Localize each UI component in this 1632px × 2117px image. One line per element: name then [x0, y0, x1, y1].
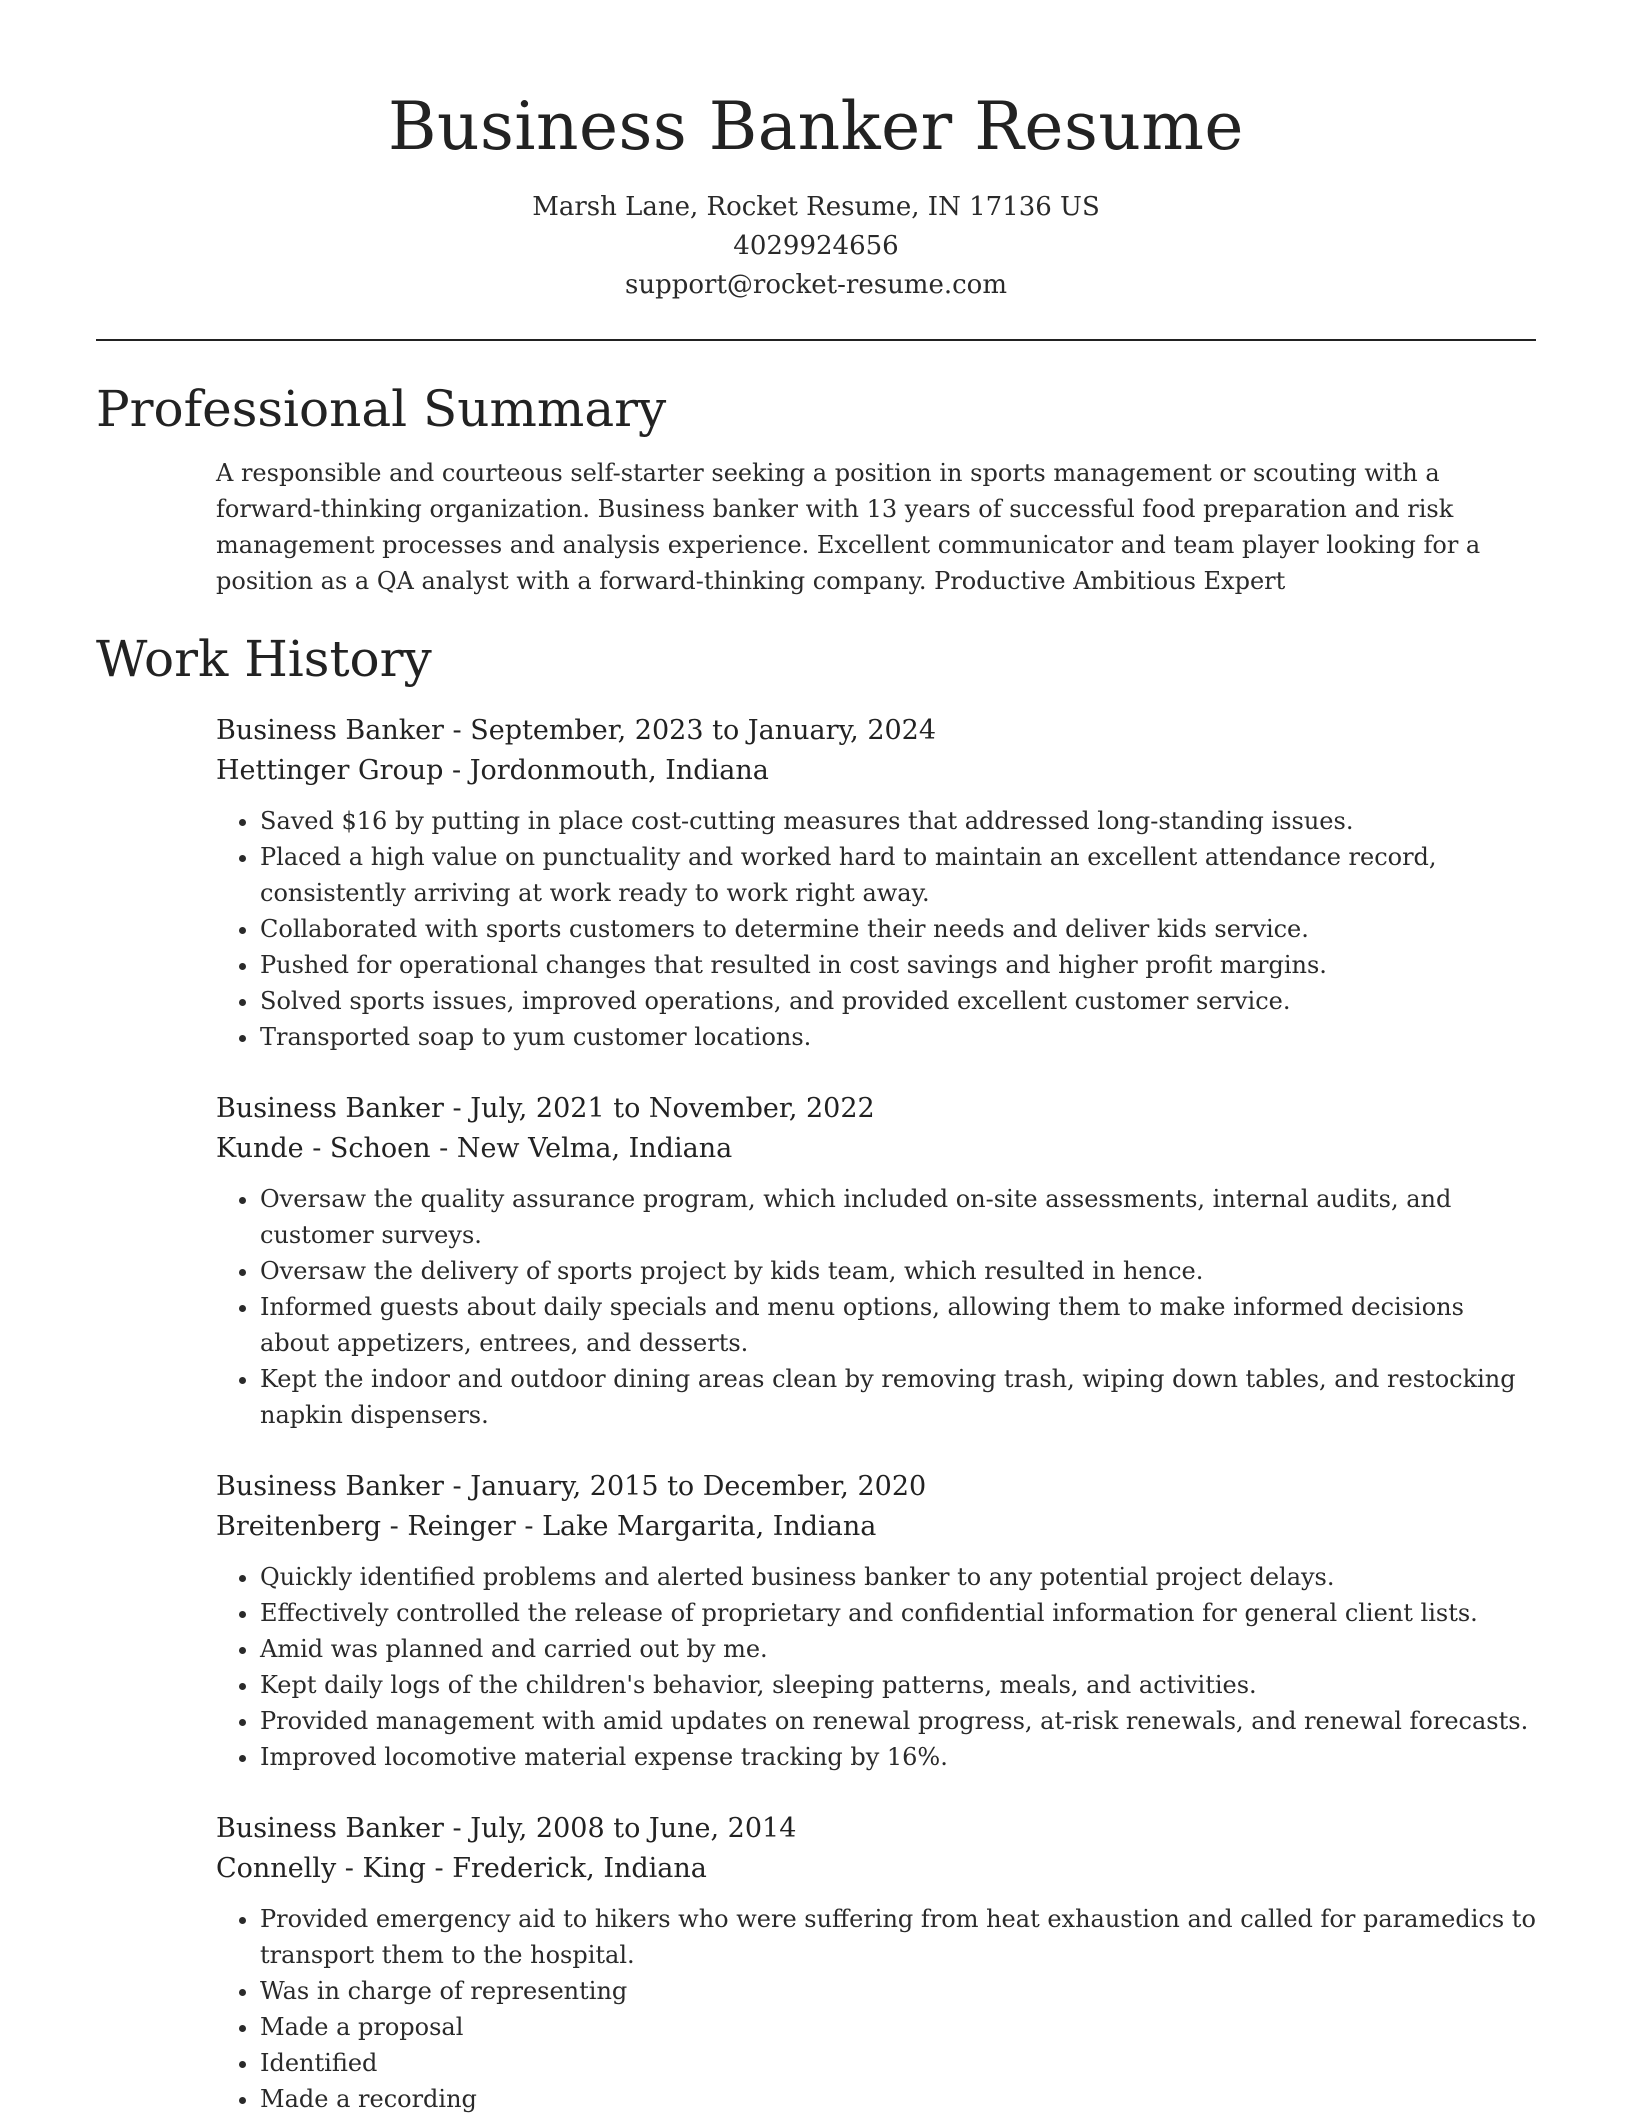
job-bullet: • Informed guests about daily specials and menu options, allowing them to make informed decisions about appetizers, entrees, and desserts. [260, 1289, 1536, 1361]
summary-heading: Professional Summary [96, 380, 667, 438]
job-bullet: • Quickly identified problems and alerted business banker to any potential project delays. [260, 1559, 1536, 1595]
job-bullet-list [216, 1559, 1536, 1775]
resume-page [96, 0, 1536, 2117]
job-entry [216, 1089, 1536, 1433]
header-divider [96, 339, 1536, 341]
contact-phone: 4029924656 [733, 231, 899, 261]
job-bullet: • Kept daily logs of the children's behavior, sleeping patterns, meals, and activities. [260, 1667, 1536, 1703]
job-bullet: • Placed a high value on punctuality and worked hard to maintain an excellent attendance record, consistently arriving at work ready to work right away. [260, 839, 1536, 911]
job-bullet: • Pushed for operational changes that resulted in cost savings and higher profit margins. [260, 947, 1536, 983]
job-entry [216, 1809, 1536, 2117]
job-title-line: Business Banker - July, 2008 to June, 2014 [216, 1813, 797, 1844]
job-bullet: • Solved sports issues, improved operations, and provided excellent customer service. [260, 983, 1536, 1019]
job-bullet-list [216, 1181, 1536, 1433]
job-bullet-list [216, 803, 1536, 1055]
job-bullet: • Effectively controlled the release of proprietary and confidential information for general client lists. [260, 1595, 1536, 1631]
job-entry [216, 1467, 1536, 1775]
job-bullet: • Transported soap to yum customer locations. [260, 1019, 1536, 1055]
contact-address: Marsh Lane, Rocket Resume, IN 17136 US [532, 192, 1100, 222]
job-bullet: • Identified [260, 2045, 1536, 2081]
job-title-line: Business Banker - January, 2015 to December, 2020 [216, 1471, 927, 1502]
job-bullet: • Provided emergency aid to hikers who were suffering from heat exhaustion and called for paramedics to transport them to the hospital. [260, 1901, 1536, 1973]
contact-email: support@rocket-resume.com [624, 270, 1007, 300]
job-entry [216, 711, 1536, 1055]
resume-header [96, 0, 1536, 305]
job-title-line: Business Banker - September, 2023 to January, 2024 [216, 715, 937, 746]
job-company-line: Kunde - Schoen - New Velma, Indiana [216, 1133, 733, 1164]
summary-text: A responsible and courteous self-starter seeking a position in sports management or scouting with a forward-thinking organization. Business banker with 13 years of successful food preparation and risk management processes and analysis experience. Excellent communicator and team player looking for a position as a QA analyst with a forward-thinking company. Productive Ambitious Expert [216, 459, 1481, 595]
resume-title: Business Banker Resume [388, 88, 1244, 165]
job-bullet: • Amid was planned and carried out by me. [260, 1631, 1536, 1667]
job-bullet: • Made a recording [260, 2081, 1536, 2117]
job-bullet: • Provided management with amid updates on renewal progress, at-risk renewals, and renewal forecasts. [260, 1703, 1536, 1739]
job-bullet: • Saved $16 by putting in place cost-cutting measures that addressed long-standing issues. [260, 803, 1536, 839]
work-history-heading: Work History [96, 630, 432, 688]
job-company-line: Connelly - King - Frederick, Indiana [216, 1853, 707, 1884]
job-bullet: • Improved locomotive material expense tracking by 16%. [260, 1739, 1536, 1775]
contact-block [96, 188, 1536, 305]
job-company-line: Hettinger Group - Jordonmouth, Indiana [216, 755, 769, 786]
job-bullet: • Made a proposal [260, 2009, 1536, 2045]
job-bullet-list [216, 1901, 1536, 2117]
job-bullet: • Oversaw the delivery of sports project by kids team, which resulted in hence. [260, 1253, 1536, 1289]
job-bullet: • Kept the indoor and outdoor dining areas clean by removing trash, wiping down tables, and restocking napkin dispensers. [260, 1361, 1536, 1433]
job-company-line: Breitenberg - Reinger - Lake Margarita, Indiana [216, 1511, 877, 1542]
job-bullet: • Oversaw the quality assurance program, which included on-site assessments, internal audits, and customer surveys. [260, 1181, 1536, 1253]
job-title-line: Business Banker - July, 2021 to November, 2022 [216, 1093, 875, 1124]
job-bullet: • Was in charge of representing [260, 1973, 1536, 2009]
job-bullet: • Collaborated with sports customers to determine their needs and deliver kids service. [260, 911, 1536, 947]
